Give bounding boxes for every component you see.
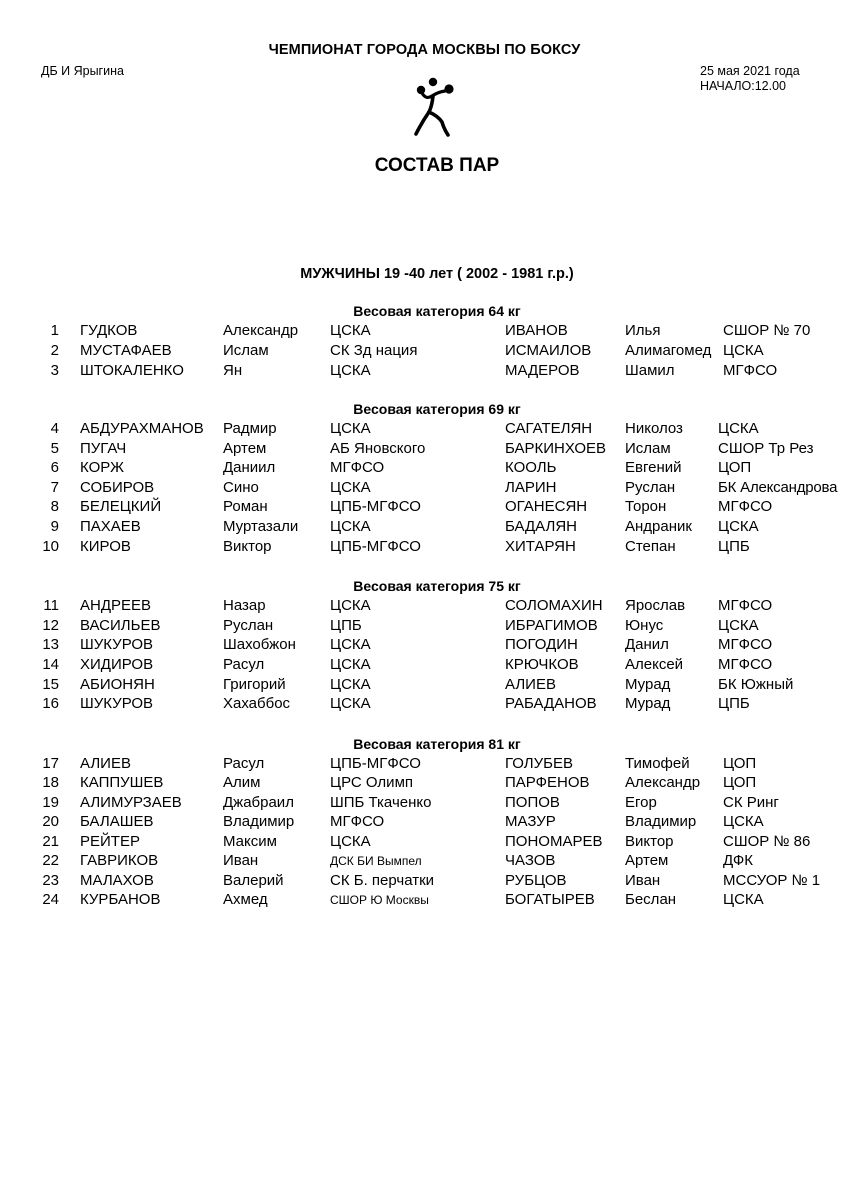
boxer2-lastname: ЧАЗОВ [505, 852, 556, 869]
boxer1-firstname: Виктор [223, 538, 272, 555]
boxer2-lastname: ГОЛУБЕВ [505, 755, 574, 772]
table-row [0, 459, 849, 479]
boxer1-firstname: Ахмед [223, 891, 268, 908]
boxer1-club: СШОР Ю Москвы [330, 893, 429, 907]
boxer1-club: ЦСКА [330, 479, 371, 496]
boxer1-lastname: АБДУРАХМАНОВ [80, 420, 204, 437]
boxer1-club: ЦПБ-МГФСО [330, 538, 421, 555]
boxer1-firstname: Артем [223, 440, 267, 457]
boxer2-lastname: БАРКИНХОЕВ [505, 440, 607, 457]
boxer2-firstname: Владимир [625, 813, 697, 830]
boxer1-lastname: ПАХАЕВ [80, 518, 141, 535]
boxer2-firstname: Алимагомед [625, 342, 712, 359]
boxer2-club: МГФСО [718, 498, 773, 515]
boxer2-firstname: Юнус [625, 617, 664, 634]
age-group-title: МУЖЧИНЫ 19 -40 лет ( 2002 - 1981 г.р.) [300, 266, 574, 282]
boxer1-firstname: Расул [223, 656, 265, 673]
boxer1-firstname: Максим [223, 833, 277, 850]
boxer1-lastname: БЕЛЕЦКИЙ [80, 498, 162, 515]
pair-number: 4 [50, 420, 59, 437]
boxer1-club: ДСК БИ Вымпел [330, 854, 422, 868]
boxer2-lastname: РУБЦОВ [505, 872, 567, 889]
boxer1-firstname: Ян [223, 362, 243, 379]
boxer1-club: ЦСКА [330, 597, 371, 614]
boxer2-lastname: ПАРФЕНОВ [505, 774, 590, 791]
boxer1-firstname: Роман [223, 498, 268, 515]
boxer1-lastname: АЛИЕВ [80, 755, 131, 772]
boxer2-firstname: Алексей [625, 656, 684, 673]
weight-category-title: Весовая категория 75 кг [353, 578, 521, 594]
boxer1-club: СК Б. перчатки [330, 872, 435, 889]
boxer2-club: ДФК [723, 852, 753, 869]
venue-name: ДБ И Ярыгина [41, 64, 124, 78]
boxer1-lastname: МАЛАХОВ [80, 872, 154, 889]
boxer2-firstname: Шамил [625, 362, 675, 379]
boxer1-club: АБ Яновского [330, 440, 426, 457]
boxer1-lastname: ВАСИЛЬЕВ [80, 617, 161, 634]
boxer1-firstname: Расул [223, 755, 265, 772]
boxer2-club: СШОР Тр Рез [718, 440, 814, 457]
boxer1-lastname: КАППУШЕВ [80, 774, 164, 791]
table-row [0, 656, 849, 676]
boxer1-lastname: ГАВРИКОВ [80, 852, 159, 869]
boxer2-lastname: СОЛОМАХИН [505, 597, 603, 614]
boxer1-lastname: ШТОКАЛЕНКО [80, 362, 184, 379]
boxer2-lastname: САГАТЕЛЯН [505, 420, 593, 437]
boxer2-firstname: Ислам [625, 440, 671, 457]
boxer2-club: ЦСКА [718, 420, 759, 437]
boxer2-club: ЦОП [718, 459, 752, 476]
table-row [0, 813, 849, 833]
start-time: НАЧАЛО:12.00 [700, 79, 787, 93]
boxer2-firstname: Степан [625, 538, 676, 555]
boxer1-lastname: ШУКУРОВ [80, 636, 154, 653]
boxer1-lastname: РЕЙТЕР [80, 833, 140, 850]
table-row [0, 322, 849, 342]
weight-category-title: Весовая категория 64 кг [353, 303, 521, 319]
boxer2-lastname: КООЛЬ [505, 459, 557, 476]
pair-number: 20 [42, 813, 59, 830]
table-row [0, 833, 849, 853]
boxer1-club: ЦРС Олимп [330, 774, 413, 791]
pair-number: 22 [42, 852, 59, 869]
boxer2-firstname: Николоз [625, 420, 683, 437]
boxer1-firstname: Алим [223, 774, 261, 791]
boxer2-club: ЦПБ [718, 695, 750, 712]
boxer1-club: ЦПБ-МГФСО [330, 498, 421, 515]
boxer2-firstname: Андраник [625, 518, 692, 535]
pair-number: 7 [50, 479, 59, 496]
table-row [0, 755, 849, 775]
boxer1-firstname: Хахаббос [223, 695, 291, 712]
table-row [0, 676, 849, 696]
pair-number: 10 [42, 538, 59, 555]
boxer1-lastname: ХИДИРОВ [80, 656, 154, 673]
boxer2-lastname: ИСМАИЛОВ [505, 342, 592, 359]
boxer1-firstname: Сино [223, 479, 259, 496]
boxer2-firstname: Александр [625, 774, 701, 791]
boxer1-lastname: ГУДКОВ [80, 322, 138, 339]
boxer2-firstname: Виктор [625, 833, 674, 850]
boxer2-firstname: Илья [625, 322, 661, 339]
boxer2-lastname: ЛАРИН [505, 479, 557, 496]
boxer2-firstname: Данил [625, 636, 669, 653]
pair-number: 11 [43, 597, 59, 614]
boxer2-club: БК Александрова [718, 479, 838, 496]
boxer2-lastname: АЛИЕВ [505, 676, 556, 693]
boxer1-club: ЦСКА [330, 518, 371, 535]
table-row [0, 479, 849, 499]
boxer2-lastname: КРЮЧКОВ [505, 656, 579, 673]
boxer1-lastname: АНДРЕЕВ [80, 597, 152, 614]
pair-number: 3 [50, 362, 59, 379]
boxer2-club: ЦСКА [723, 891, 764, 908]
pair-number: 14 [42, 656, 59, 673]
boxer1-firstname: Даниил [223, 459, 276, 476]
boxer1-club: ЦСКА [330, 676, 371, 693]
boxer2-club: МГФСО [718, 597, 773, 614]
boxer1-club: ЦПБ-МГФСО [330, 755, 421, 772]
boxer2-club: МГФСО [718, 636, 773, 653]
boxer1-club: ЦСКА [330, 833, 371, 850]
boxer1-club: ШПБ Ткаченко [330, 794, 432, 811]
boxer2-firstname: Руслан [625, 479, 676, 496]
pair-number: 5 [50, 440, 59, 457]
boxer2-club: ЦСКА [723, 813, 764, 830]
boxer1-firstname: Александр [223, 322, 299, 339]
boxer2-lastname: БАДАЛЯН [505, 518, 578, 535]
weight-category-title: Весовая категория 81 кг [353, 736, 521, 752]
boxer2-club: ЦОП [723, 755, 757, 772]
pair-number: 15 [42, 676, 59, 693]
boxer2-firstname: Евгений [625, 459, 682, 476]
boxer1-club: СК Зд нация [330, 342, 418, 359]
pair-number: 13 [42, 636, 59, 653]
boxer1-club: ЦСКА [330, 362, 371, 379]
boxer2-firstname: Ярослав [625, 597, 686, 614]
boxer1-lastname: КОРЖ [80, 459, 124, 476]
table-row [0, 538, 849, 558]
boxer-icon [408, 74, 456, 138]
table-row [0, 420, 849, 440]
pair-number: 24 [42, 891, 59, 908]
boxer2-lastname: МАЗУР [505, 813, 556, 830]
pairs-heading: СОСТАВ ПАР [374, 155, 500, 176]
boxer2-firstname: Мурад [625, 695, 671, 712]
table-row [0, 852, 849, 872]
table-row [0, 440, 849, 460]
table-row [0, 695, 849, 715]
boxer2-lastname: ОГАНЕСЯН [505, 498, 588, 515]
table-row [0, 597, 849, 617]
table-row [0, 518, 849, 538]
weight-category-title: Весовая категория 69 кг [353, 401, 521, 417]
event-date: 25 мая 2021 года [700, 64, 800, 78]
boxer1-lastname: БАЛАШЕВ [80, 813, 154, 830]
boxer1-firstname: Назар [223, 597, 266, 614]
boxer2-firstname: Егор [625, 794, 657, 811]
boxer2-club: СК Ринг [723, 794, 779, 811]
boxer1-lastname: АЛИМУРЗАЕВ [80, 794, 182, 811]
boxer2-club: ЦСКА [718, 518, 759, 535]
table-row [0, 342, 849, 362]
pair-number: 18 [42, 774, 59, 791]
boxer2-lastname: ИБРАГИМОВ [505, 617, 598, 634]
boxer1-club: ЦСКА [330, 322, 371, 339]
table-row [0, 794, 849, 814]
boxer1-firstname: Шахобжон [223, 636, 296, 653]
boxer1-club: ЦСКА [330, 695, 371, 712]
pair-number: 16 [42, 695, 59, 712]
boxer1-firstname: Муртазали [223, 518, 299, 535]
boxer2-club: СШОР № 70 [723, 322, 811, 339]
boxer2-club: ЦСКА [723, 342, 764, 359]
boxer2-club: МГФСО [718, 656, 773, 673]
boxer1-firstname: Радмир [223, 420, 277, 437]
table-row [0, 774, 849, 794]
boxer2-firstname: Беслан [625, 891, 677, 908]
championship-title: ЧЕМПИОНАТ ГОРОДА МОСКВЫ ПО БОКСУ [268, 42, 581, 58]
boxer1-club: МГФСО [330, 813, 385, 830]
table-row [0, 617, 849, 637]
boxer2-lastname: ХИТАРЯН [505, 538, 576, 555]
pair-number: 19 [42, 794, 59, 811]
boxer1-lastname: КИРОВ [80, 538, 131, 555]
boxer2-club: БК Южный [718, 676, 794, 693]
pair-number: 17 [42, 755, 59, 772]
boxer2-firstname: Иван [625, 872, 661, 889]
boxer2-club: ЦПБ [718, 538, 750, 555]
boxer1-firstname: Владимир [223, 813, 295, 830]
boxer2-firstname: Тимофей [625, 755, 690, 772]
boxer2-lastname: ПОГОДИН [505, 636, 578, 653]
pair-number: 21 [42, 833, 59, 850]
boxer2-firstname: Торон [625, 498, 667, 515]
boxer1-firstname: Ислам [223, 342, 269, 359]
boxer1-club: МГФСО [330, 459, 385, 476]
table-row [0, 498, 849, 518]
pair-number: 23 [42, 872, 59, 889]
boxer2-firstname: Мурад [625, 676, 671, 693]
pair-number: 12 [42, 617, 59, 634]
boxer1-lastname: ШУКУРОВ [80, 695, 154, 712]
boxer1-firstname: Валерий [223, 872, 284, 889]
boxer1-club: ЦПБ [330, 617, 362, 634]
boxer1-firstname: Иван [223, 852, 259, 869]
boxer2-lastname: БОГАТЫРЕВ [505, 891, 595, 908]
pair-number: 2 [50, 342, 59, 359]
table-row [0, 636, 849, 656]
boxer1-firstname: Джабраил [223, 794, 294, 811]
pair-number: 9 [50, 518, 59, 535]
boxer2-lastname: МАДЕРОВ [505, 362, 580, 379]
table-row [0, 891, 849, 911]
boxer1-club: ЦСКА [330, 656, 371, 673]
boxer1-club: ЦСКА [330, 636, 371, 653]
boxer2-club: ЦСКА [718, 617, 759, 634]
boxer2-lastname: ПОНОМАРЕВ [505, 833, 603, 850]
boxer1-lastname: АБИОНЯН [80, 676, 155, 693]
boxer1-firstname: Руслан [223, 617, 274, 634]
pair-number: 1 [50, 322, 59, 339]
boxer2-club: ЦОП [723, 774, 757, 791]
table-row [0, 872, 849, 892]
boxer2-club: МССУОР № 1 [723, 872, 821, 889]
boxer2-club: СШОР № 86 [723, 833, 811, 850]
boxer1-lastname: КУРБАНОВ [80, 891, 161, 908]
table-row [0, 362, 849, 382]
boxer2-lastname: ИВАНОВ [505, 322, 568, 339]
boxer1-lastname: СОБИРОВ [80, 479, 155, 496]
boxer2-lastname: РАБАДАНОВ [505, 695, 597, 712]
boxer1-firstname: Григорий [223, 676, 286, 693]
boxer1-lastname: ПУГАЧ [80, 440, 127, 457]
boxer2-firstname: Артем [625, 852, 669, 869]
boxer2-lastname: ПОПОВ [505, 794, 560, 811]
pair-number: 8 [50, 498, 59, 515]
boxer1-lastname: МУСТАФАЕВ [80, 342, 172, 359]
pair-number: 6 [50, 459, 59, 476]
boxer2-club: МГФСО [723, 362, 778, 379]
boxer1-club: ЦСКА [330, 420, 371, 437]
